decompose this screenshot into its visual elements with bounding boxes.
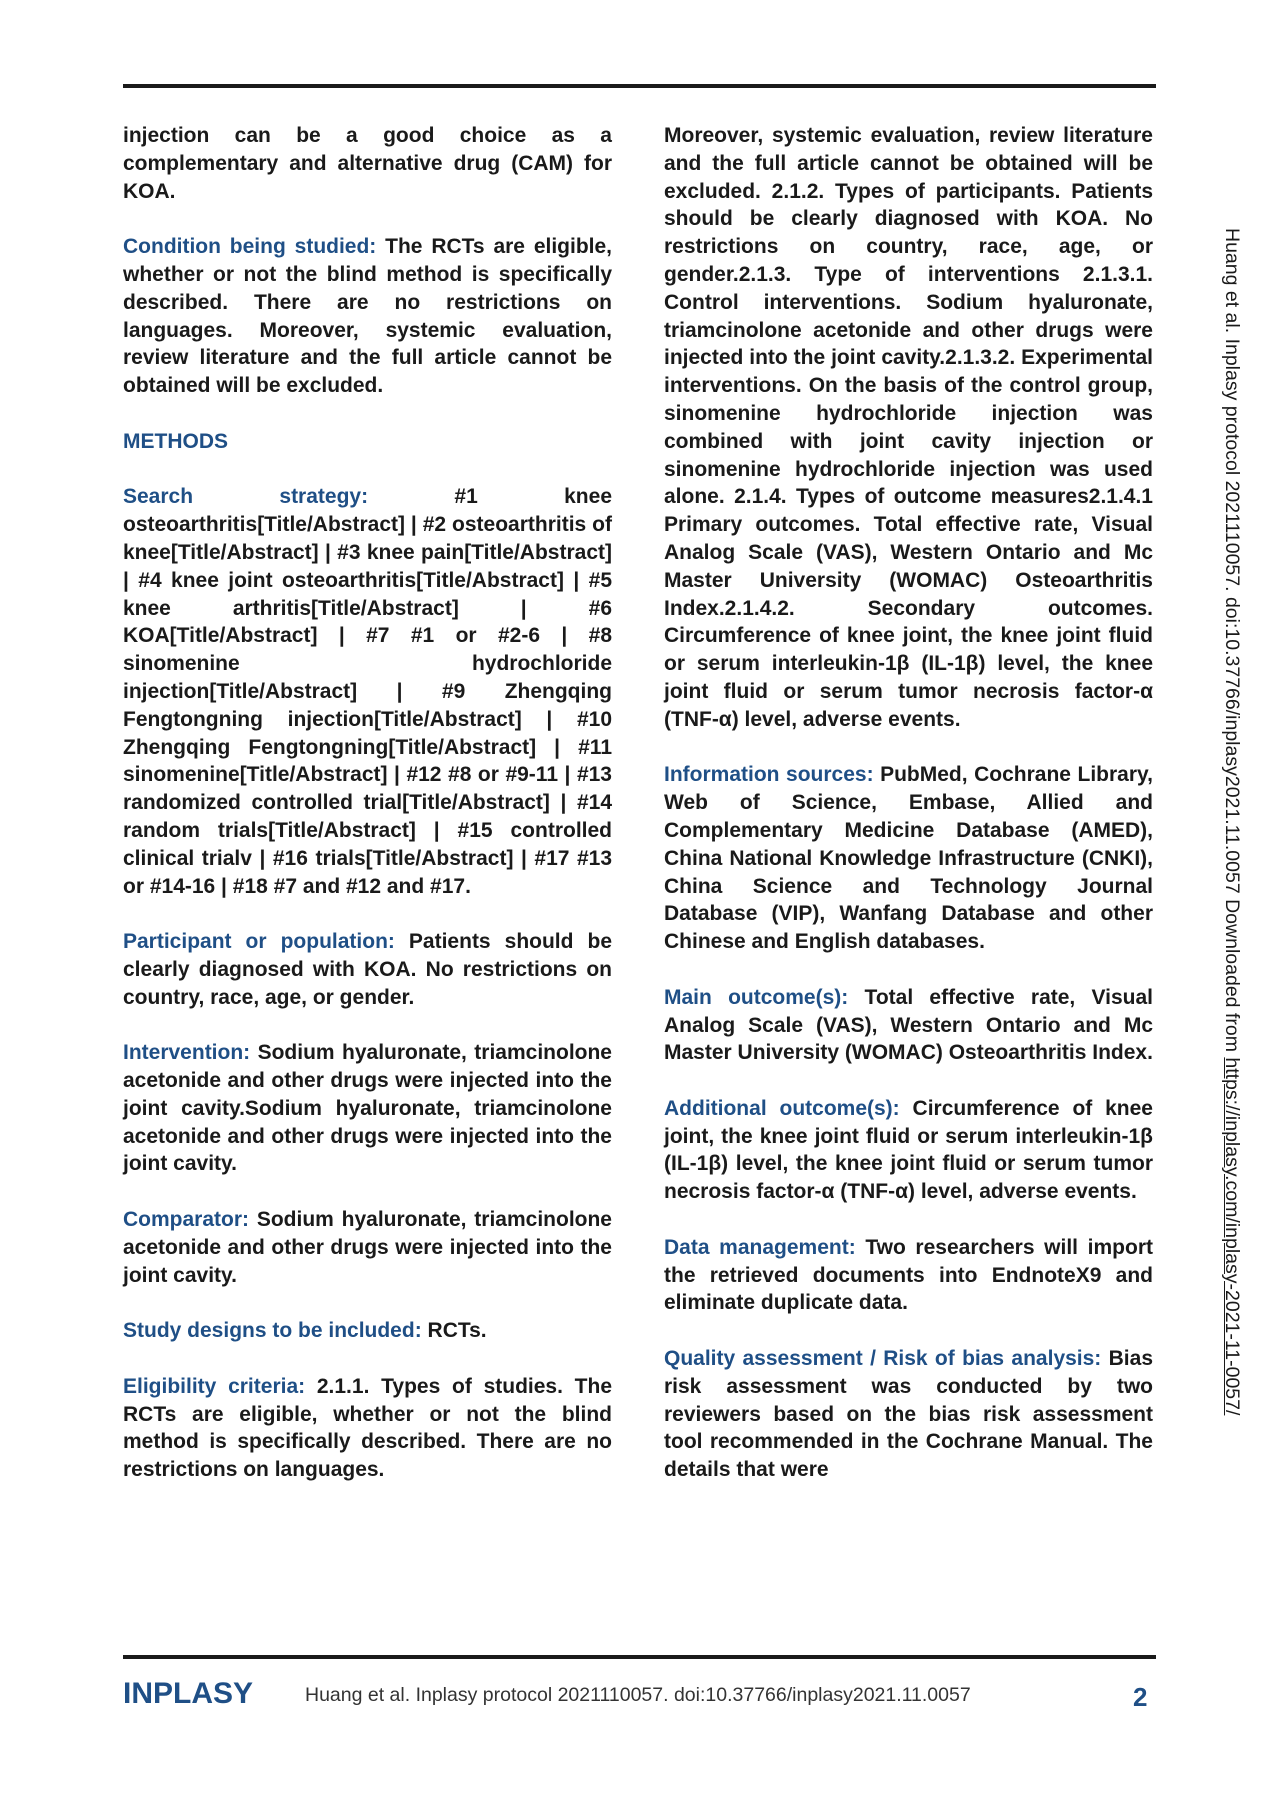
main-outcomes-text: Total effective rate, Visual Analog Scale (VAS), Western Ontario and Mc Master University (WOMAC) Osteoarthritis Index. [664,985,1153,1065]
comparator-label: Comparator: [123,1208,250,1232]
quality-assessment-text: Bias risk assessment was conducted by two reviewers based on the bias risk assessment tool recommended in the Cochrane Manual. The details that were [664,1347,1153,1482]
quality-assessment-section [664,1345,1153,1484]
participant-text: Patients should be clearly diagnosed with KOA. No restrictions on country, race, age, or gender. [123,930,612,1009]
search-strategy-text: #1 knee osteoarthritis[Title/Abstract] | #2 osteoarthritis of knee[Title/Abstract] | #3 knee pain[Title/Abstract] | #4 knee joint osteoarthritis[Title/Abstract] | #5 knee arthritis[Title/Abstract] | #6 KOA[Title/Abstract] | #7 #1 or #2-6 | #8 sinomenine hydrochloride injection[Title/Abstract] | #9 Zhengqing Fengtongning injection[Title/Abstract] | #10 Zhengqing Fengtongning[Title/Abstract] | #11 sinomenine[Title/Abstract] | #12 #8 or #9-11 | #13 randomized controlled trial[Title/Abstract] | #14 random trials[Title/Abstract] | #15 controlled clinical trialv | #16 trials[Title/Abstract] | #17 #13 or #14-16 | #18 #7 and #12 and #17. [123,485,612,898]
eligibility-label: Eligibility criteria: [123,1374,306,1398]
information-sources-section [664,761,1153,956]
intro-text: injection can be a good choice as a complementary and alternative drug (CAM) for KOA. [123,124,612,203]
data-management-text: Two researchers will import the retrieved documents into EndnoteX9 and eliminate duplicate data. [664,1235,1153,1315]
right-column [664,122,1153,1512]
data-management-label: Data management: [664,1235,856,1259]
continuation-text: Moreover, systemic evaluation, review literature and the full article cannot be obtained will be excluded. 2.1.2. Types of participants. Patients should be clearly diagnosed with KOA. No restrictions on country, race, age, or gender.2.1.3. Type of interventions 2.1.3.1. Control interventions. Sodium hyaluronate, triamcinolone acetonide and other drugs were injected into the joint cavity.2.1.3.2. Experimental interventions. On the basis of the control group, sinomenine hydrochloride injection was combined with joint cavity injection or sinomenine hydrochloride injection was used alone. 2.1.4. Types of outcome measures2.1.4.1 Primary outcomes. Total effective rate, Visual Analog Scale (VAS), Western Ontario and Mc Master University (WOMAC) Osteoarthritis Index.2.1.4.2. Secondary outcomes. Circumference of knee joint, the knee joint fluid or serum interleukin-1β (IL-1β) level, the knee joint fluid or serum tumor necrosis factor-α (TNF-α) level, adverse events. [664,124,1153,731]
search-strategy-label: Search strategy: [123,485,369,509]
intervention-text: Sodium hyaluronate, triamcinolone acetonide and other drugs were injected into the joint cavity.Sodium hyaluronate, triamcinolone acetonide and other drugs were injected into the joint cavity. [123,1041,612,1176]
intervention-section [123,1039,612,1178]
comparator-section [123,1206,612,1289]
condition-section [123,233,612,400]
information-sources-label: Information sources: [664,763,874,787]
side-download-note [1220,228,1243,1415]
main-outcomes-section [664,984,1153,1067]
eligibility-section [123,1373,612,1484]
study-designs-label: Study designs to be included: [123,1319,422,1343]
side-note-text: Huang et al. Inplasy protocol 2021110057. doi:10.37766/inplasy2021.11.0057 Downloaded from [1221,228,1243,1058]
methods-heading-text: METHODS [123,429,228,453]
continuation-paragraph [664,122,1153,734]
study-designs-text: RCTs. [421,1319,487,1343]
participant-section [123,928,612,1011]
condition-label: Condition being studied: [123,235,377,259]
study-designs-section [123,1317,612,1345]
intro-paragraph [123,122,612,205]
condition-text: The RCTs are eligible, whether or not the blind method is specifically described. There are no restrictions on languages. Moreover, systemic evaluation, review literature and the full article cannot be obtained will be excluded. [123,235,613,398]
information-sources-text: PubMed, Cochrane Library, Web of Science, Embase, Allied and Complementary Medicine Database (AMED), China National Knowledge Infrastructure (CNKI), China Science and Technology Journal Database (VIP), Wanfang Database and other Chinese and English databases. [664,763,1153,954]
participant-label: Participant or population: [123,930,395,954]
intervention-label: Intervention: [123,1041,251,1065]
methods-heading [123,428,612,456]
top-rule [123,84,1156,88]
footer-brand: INPLASY [123,1677,254,1710]
additional-outcomes-text: Circumference of knee joint, the knee joint fluid or serum interleukin-1β (IL-1β) level, the knee joint fluid or serum tumor necrosis factor-α (TNF-α) level, adverse events. [664,1096,1153,1204]
page-number: 2 [1133,1682,1148,1712]
data-management-section [664,1234,1153,1317]
additional-outcomes-section [664,1095,1153,1206]
search-strategy-section [123,483,612,900]
comparator-text: Sodium hyaluronate, triamcinolone acetonide and other drugs were injected into the joint cavity. [123,1208,612,1287]
additional-outcomes-label: Additional outcome(s): [664,1096,900,1120]
side-note-link[interactable]: https://inplasy.com/inplasy-2021-11-0057/ [1221,1057,1243,1416]
left-column [123,122,612,1512]
main-outcomes-label: Main outcome(s): [664,985,849,1009]
footer-citation: Huang et al. Inplasy protocol 2021110057. doi:10.37766/inplasy2021.11.0057 [305,1684,971,1706]
quality-assessment-label: Quality assessment / Risk of bias analysis: [664,1347,1102,1371]
bottom-rule [123,1655,1156,1659]
eligibility-text: 2.1.1. Types of studies. The RCTs are eligible, whether or not the blind method is specifically described. There are no restrictions on languages. [123,1374,613,1482]
